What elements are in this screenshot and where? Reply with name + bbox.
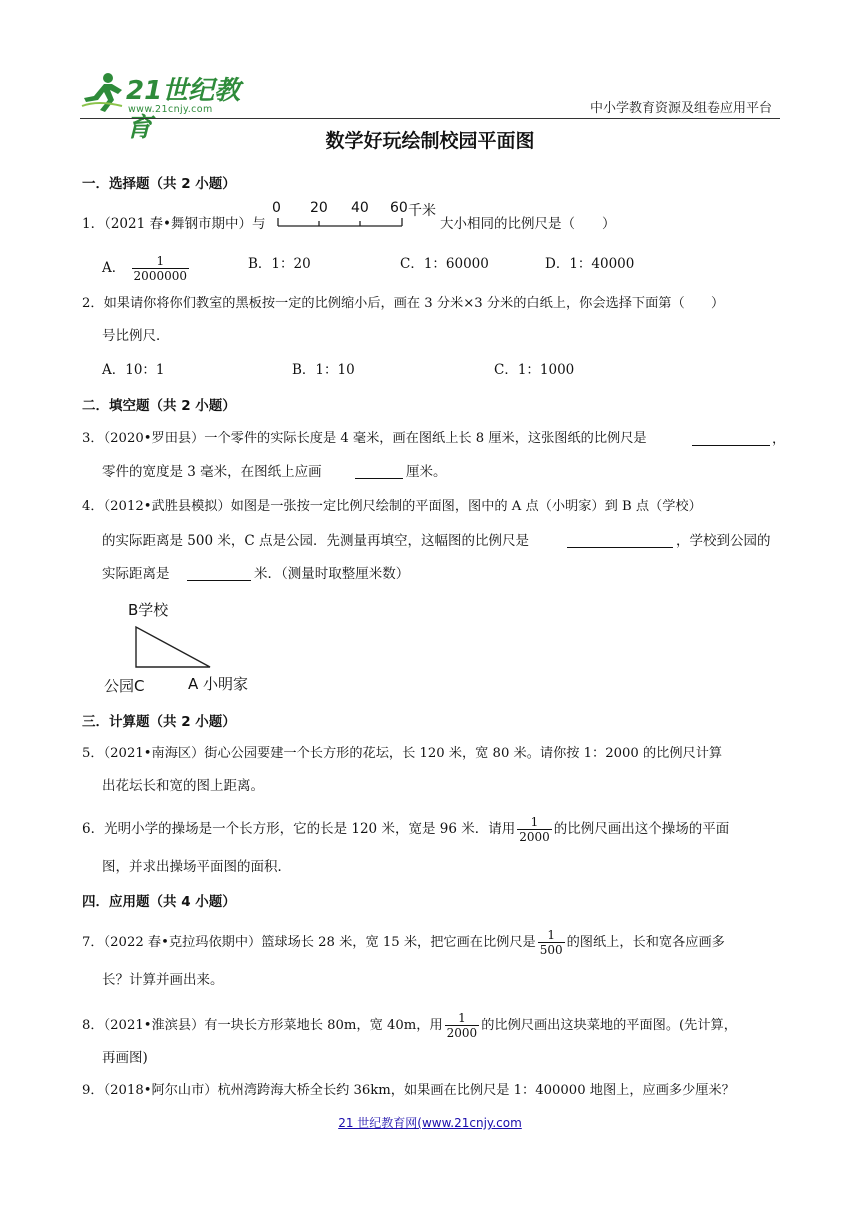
header-divider (80, 118, 780, 119)
fraction (445, 1011, 480, 1040)
question-2-option-b[interactable]: B．1：10 (292, 362, 355, 378)
question-1-option-d[interactable]: D．1：40000 (545, 256, 635, 272)
footer (0, 1114, 860, 1131)
scale-unit: 千米 (408, 203, 436, 219)
question-3-line-1: 3．（2020•罗田县）一个零件的实际长度是 4 毫米，画在图纸上长 8 厘米，这张图纸的比例尺是 (82, 431, 647, 446)
question-6-text-a: 6．光明小学的操场是一个长方形，它的长是 120 米，宽是 96 米．请用 (82, 821, 516, 837)
question-2-line-1: 2．如果请你将你们教室的黑板按一定的比例缩小后，画在 3 分米×3 分米的白纸上，你会选择下面第（ ） (82, 296, 725, 311)
scale-tick-label: 60 (390, 200, 408, 216)
question-1-stem-b: 大小相同的比例尺是（ ） (440, 216, 616, 232)
question-1-stem-a: 1．（2021 春•舞钢市期中）与 (82, 216, 266, 232)
question-5-line-2: 出花坛长和宽的图上距离。 (102, 778, 264, 794)
question-8-text-a: 8．（2021•淮滨县）有一块长方形菜地长 80m，宽 40m，用 (82, 1018, 443, 1033)
fraction (517, 815, 552, 844)
question-7-text-a: 7．（2022 春•克拉玛依期中）篮球场长 28 米，宽 15 米，把它画在比例尺是 (82, 935, 536, 950)
fraction-denominator: 2000000 (133, 269, 187, 283)
footer-link[interactable]: 21 世纪教育网(www.21cnjy.com (338, 1116, 522, 1130)
question-8-line-1 (82, 1011, 737, 1040)
question-4-line-2-b: ，学校到公园的 (676, 533, 771, 549)
question-6-line-1 (82, 815, 729, 844)
question-6-line-2: 图，并求出操场平面图的面积． (102, 859, 291, 875)
question-7-line-2: 长？计算并画出来。 (102, 972, 224, 988)
question-6-text-b: 的比例尺画出这个操场的平面 (553, 821, 730, 837)
question-2-line-2: 号比例尺． (102, 328, 170, 344)
section-heading-4: 四．应用题（共 4 小题） (82, 894, 236, 910)
scale-tick-label: 0 (272, 200, 281, 216)
section-heading-1: 一．选择题（共 2 小题） (82, 176, 236, 192)
question-1-option-a[interactable] (102, 254, 191, 283)
triangle-figure (100, 595, 265, 695)
question-3-line-2-a: 零件的宽度是 3 毫米，在图纸上应画 (102, 464, 322, 480)
question-1-option-b[interactable]: B．1：20 (248, 256, 311, 272)
site-logo (78, 66, 250, 143)
scale-tick-label: 40 (351, 200, 369, 216)
question-2-option-a[interactable]: A．10：1 (102, 362, 165, 378)
answer-blank[interactable] (567, 533, 673, 548)
platform-name: 中小学教育资源及组卷应用平台 (589, 101, 772, 116)
logo-text: 21世纪教育 (126, 76, 241, 143)
figure-label-b: B学校 (128, 601, 169, 619)
runner-logo-icon (78, 70, 130, 114)
question-2-option-c[interactable]: C．1：1000 (494, 362, 575, 378)
page-title: 数学好玩绘制校园平面图 (325, 130, 535, 152)
question-7-text-b: 的图纸上，长和宽各应画多 (566, 935, 725, 950)
question-4-line-3-b: 米．（测量时取整厘米数） (254, 566, 410, 582)
logo-url: www.21cnjy.com (128, 104, 213, 115)
scale-bar (266, 198, 442, 232)
option-label: A． (102, 260, 126, 276)
question-5-line-1: 5．（2021•南海区）街心公园要建一个长方形的花坛，长 120 米，宽 80 米。请你按 1：2000 的比例尺计算 (82, 746, 723, 761)
section-heading-3: 三．计算题（共 2 小题） (82, 714, 236, 730)
question-8-line-2: 再画图) (102, 1050, 148, 1066)
question-3-line-2-b: 厘米。 (406, 464, 447, 480)
fraction (538, 928, 565, 957)
fraction-numerator: 1 (530, 815, 539, 829)
answer-blank[interactable] (187, 566, 251, 581)
answer-blank[interactable] (692, 431, 770, 446)
answer-blank[interactable] (355, 464, 403, 479)
figure-label-c: 公园C (104, 677, 145, 695)
section-heading-2: 二．填空题（共 2 小题） (82, 398, 236, 414)
question-7-line-1 (82, 928, 725, 957)
scale-tick-label: 20 (310, 200, 328, 216)
fraction-denominator: 500 (539, 943, 563, 957)
question-4-line-2-a: 的实际距离是 500 米，C 点是公园．先测量再填空，这幅图的比例尺是 (102, 533, 529, 549)
question-8-text-b: 的比例尺画出这块菜地的平面图。(先计算， (481, 1018, 737, 1033)
question-4-line-3-a: 实际距离是 (102, 566, 170, 582)
fraction (132, 254, 189, 283)
fraction-denominator: 2000 (519, 830, 550, 844)
question-1-option-c[interactable]: C．1：60000 (400, 256, 489, 272)
fraction-numerator: 1 (547, 928, 555, 942)
fraction-denominator: 2000 (446, 1026, 478, 1040)
question-3-line-1-end: ， (772, 431, 786, 447)
fraction-numerator: 1 (458, 1011, 466, 1025)
fraction-numerator: 1 (156, 254, 165, 268)
figure-label-a: A 小明家 (188, 675, 249, 693)
question-4-line-1: 4．（2012•武胜县模拟）如图是一张按一定比例尺绘制的平面图，图中的 A 点（小明家）到 B 点（学校） (82, 499, 702, 514)
question-9-line-1: 9．（2018•阿尔山市）杭州湾跨海大桥全长约 36km，如果画在比例尺是 1：400000 地图上，应画多少厘米？ (82, 1083, 735, 1098)
